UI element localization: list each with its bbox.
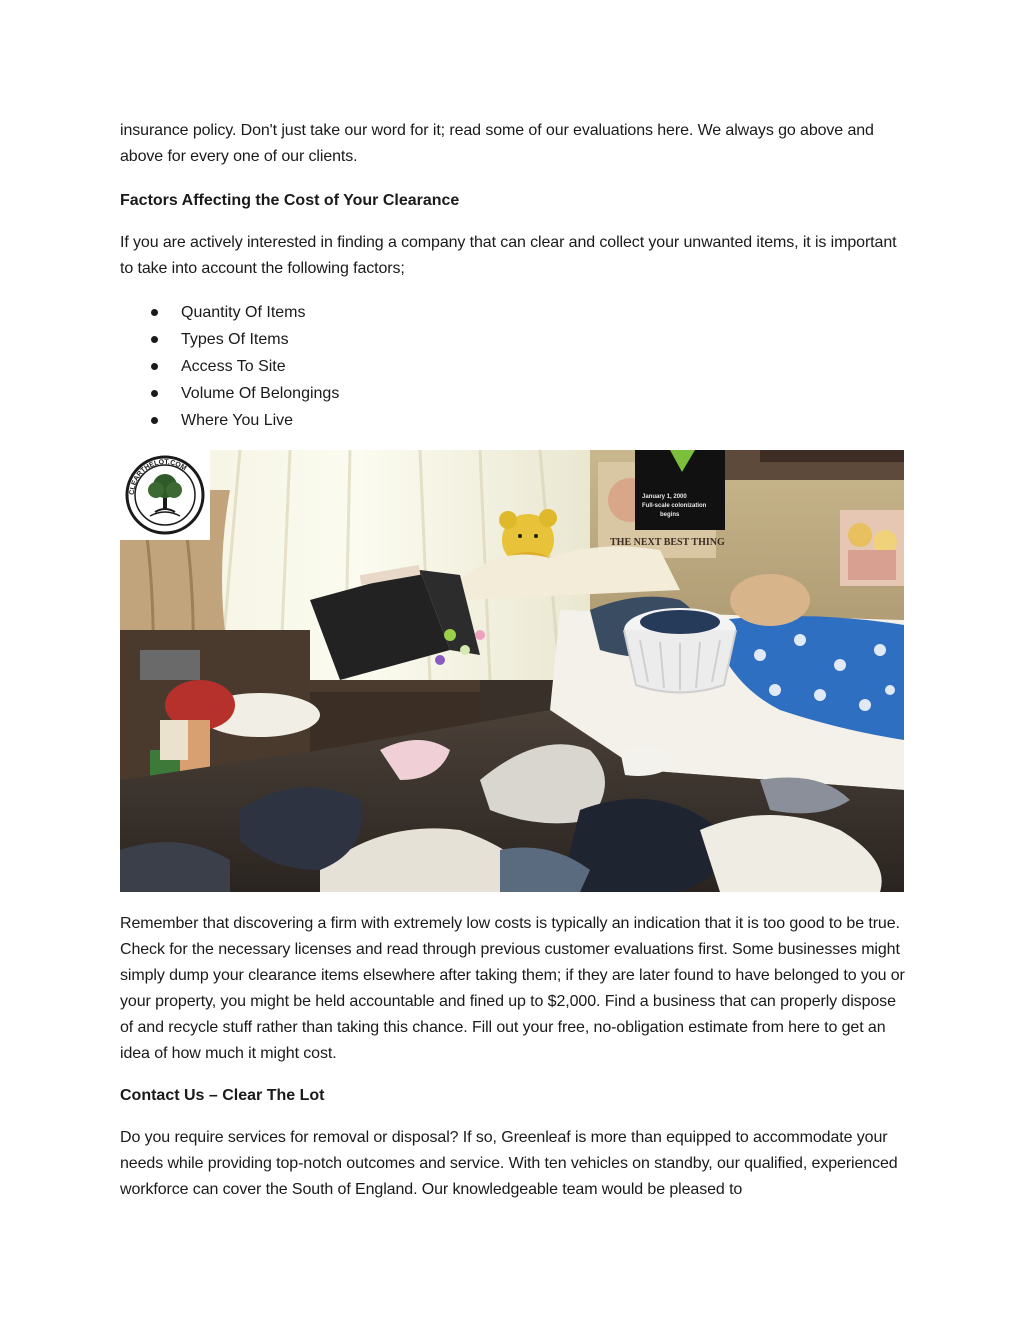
poster-right <box>840 510 904 586</box>
contact-heading: Contact Us – Clear The Lot <box>120 1087 325 1104</box>
list-item: Where You Live <box>120 407 339 434</box>
svg-text:THE NEXT BEST THING: THE NEXT BEST THING <box>610 537 725 548</box>
clearthelot-logo <box>120 450 210 540</box>
factors-intro-paragraph: If you are actively interested in finding a company that can clear and collect your unwanted items, it is important to take into account the following factors; <box>120 234 897 277</box>
list-item: Volume Of Belongings <box>120 380 339 407</box>
list-item: Types Of Items <box>120 326 339 353</box>
list-item: Quantity Of Items <box>120 299 339 326</box>
list-item: Access To Site <box>120 353 339 380</box>
remember-paragraph: Remember that discovering a firm with extremely low costs is typically an indication that it is too good to be true. Check for the necessary licenses and read through previous customer evaluations first. Some businesses might simply dump your clearance items elsewhere after taking them; if they are later found to have belonged to you or your property, you might be held accountable and fined up to $2,000. Find a business that can properly dispose of and recycle stuff rather than taking this chance. Fill out your free, no-obligation estimate from here to get an idea of how much it might cost. <box>120 915 905 1062</box>
svg-text:CLEARTHELOT.COM: CLEARTHELOT.COM <box>128 458 188 496</box>
intro-paragraph: insurance policy. Don't just take our word for it; read some of our evaluations here. We always go above and above for every one of our clients. <box>120 122 874 165</box>
contact-paragraph: Do you require services for removal or disposal? If so, Greenleaf is more than equipped to accommodate your needs while providing top-notch outcomes and service. With ten vehicles on standby, our qualified, experienced workforce can cover the South of England. Our knowledgeable team would be pleased to <box>120 1129 898 1198</box>
factors-heading: Factors Affecting the Cost of Your Clearance <box>120 192 460 209</box>
factors-list <box>120 299 339 434</box>
messy-bedroom-photo <box>120 450 904 892</box>
svg-text:January 1, 2000 Full: January 1, 2000 Full-scale colonization begins <box>642 494 707 518</box>
